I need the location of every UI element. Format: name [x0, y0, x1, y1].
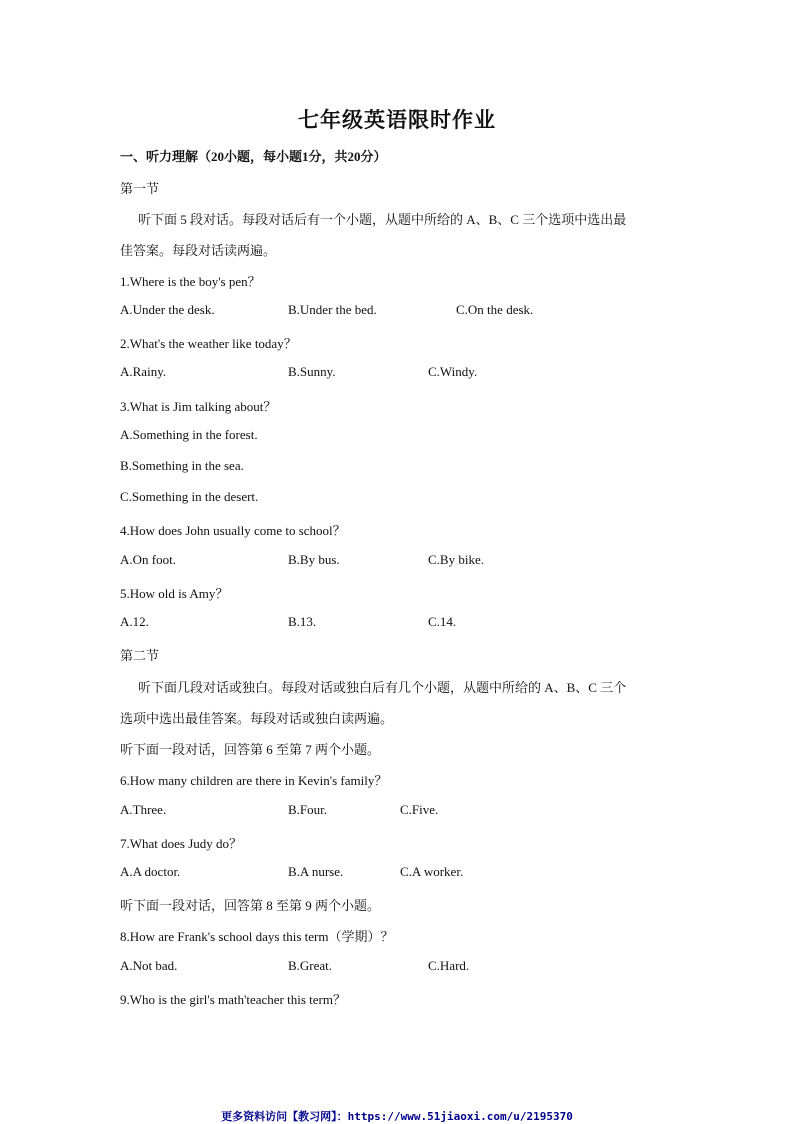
option-b: B.Something in the sea.	[120, 458, 244, 473]
option-b: B.Great.	[288, 958, 333, 973]
option-a: A.Under the desk.	[120, 302, 215, 317]
option-a: A.A doctor.	[120, 864, 181, 879]
instruction-text: 听下面几段对话或独白。每段对话或独白后有几个小题，从题中所给的 A、B、C 三个	[138, 680, 627, 695]
option-b: B.By bus.	[288, 552, 340, 567]
option-c: C.Five.	[400, 802, 439, 817]
question-text: 4.How does John usually come to school？	[120, 523, 346, 538]
dialog-intro: 听下面一段对话，回答第 8 至第 9 两个小题。	[120, 898, 381, 913]
option-b: B.Four.	[288, 802, 328, 817]
question-text: 8.How are Frank's school days this term（学期）？	[120, 929, 394, 944]
option-b: B.Sunny.	[288, 364, 336, 379]
question-text: 1.Where is the boy's pen？	[120, 274, 261, 289]
option-c: C.A worker.	[400, 864, 464, 879]
option-b: B.13.	[288, 614, 317, 629]
question-text: 5.How old is Amy？	[120, 586, 229, 601]
option-a: A.Something in the forest.	[120, 427, 258, 442]
instruction-text: 佳答案。每段对话读两遍。	[120, 243, 277, 258]
option-a: A.12.	[120, 614, 149, 629]
option-c: C.14.	[428, 614, 457, 629]
part-label: 第一节	[120, 181, 160, 196]
option-a: A.Three.	[120, 802, 167, 817]
instruction-text: 听下面 5 段对话。每段对话后有一个小题，从题中所给的 A、B、C 三个选项中选出最	[138, 212, 627, 227]
question-text: 2.What's the weather like today？	[120, 336, 297, 351]
question-text: 7.What does Judy do？	[120, 836, 243, 851]
option-c: C.Hard.	[428, 958, 470, 973]
option-c: C.Windy.	[428, 364, 478, 379]
instruction-text: 选项中选出最佳答案。每段对话或独白读两遍。	[120, 711, 394, 726]
option-b: B.Under the bed.	[288, 302, 377, 317]
dialog-intro: 听下面一段对话，回答第 6 至第 7 两个小题。	[120, 742, 381, 757]
option-b: B.A nurse.	[288, 864, 344, 879]
option-a: A.Not bad.	[120, 958, 178, 973]
question-text: 9.Who is the girl's math'teacher this term？	[120, 992, 346, 1007]
option-c: C.On the desk.	[456, 302, 534, 317]
option-a: A.Rainy.	[120, 364, 167, 379]
option-c: C.By bike.	[428, 552, 484, 567]
section-heading: 一、听力理解（20小题，每小题1分，共20分）	[120, 149, 387, 164]
part-label: 第二节	[120, 648, 160, 663]
page-title: 七年级英语限时作业	[298, 108, 496, 132]
question-text: 3.What is Jim talking about？	[120, 399, 277, 414]
footer-link[interactable]: 更多资料访问【教习网】：https://www.51jiaoxi.com/u/2195370	[221, 1110, 573, 1123]
question-text: 6.How many children are there in Kevin's family？	[120, 773, 388, 788]
option-c: C.Something in the desert.	[120, 489, 259, 504]
option-a: A.On foot.	[120, 552, 176, 567]
